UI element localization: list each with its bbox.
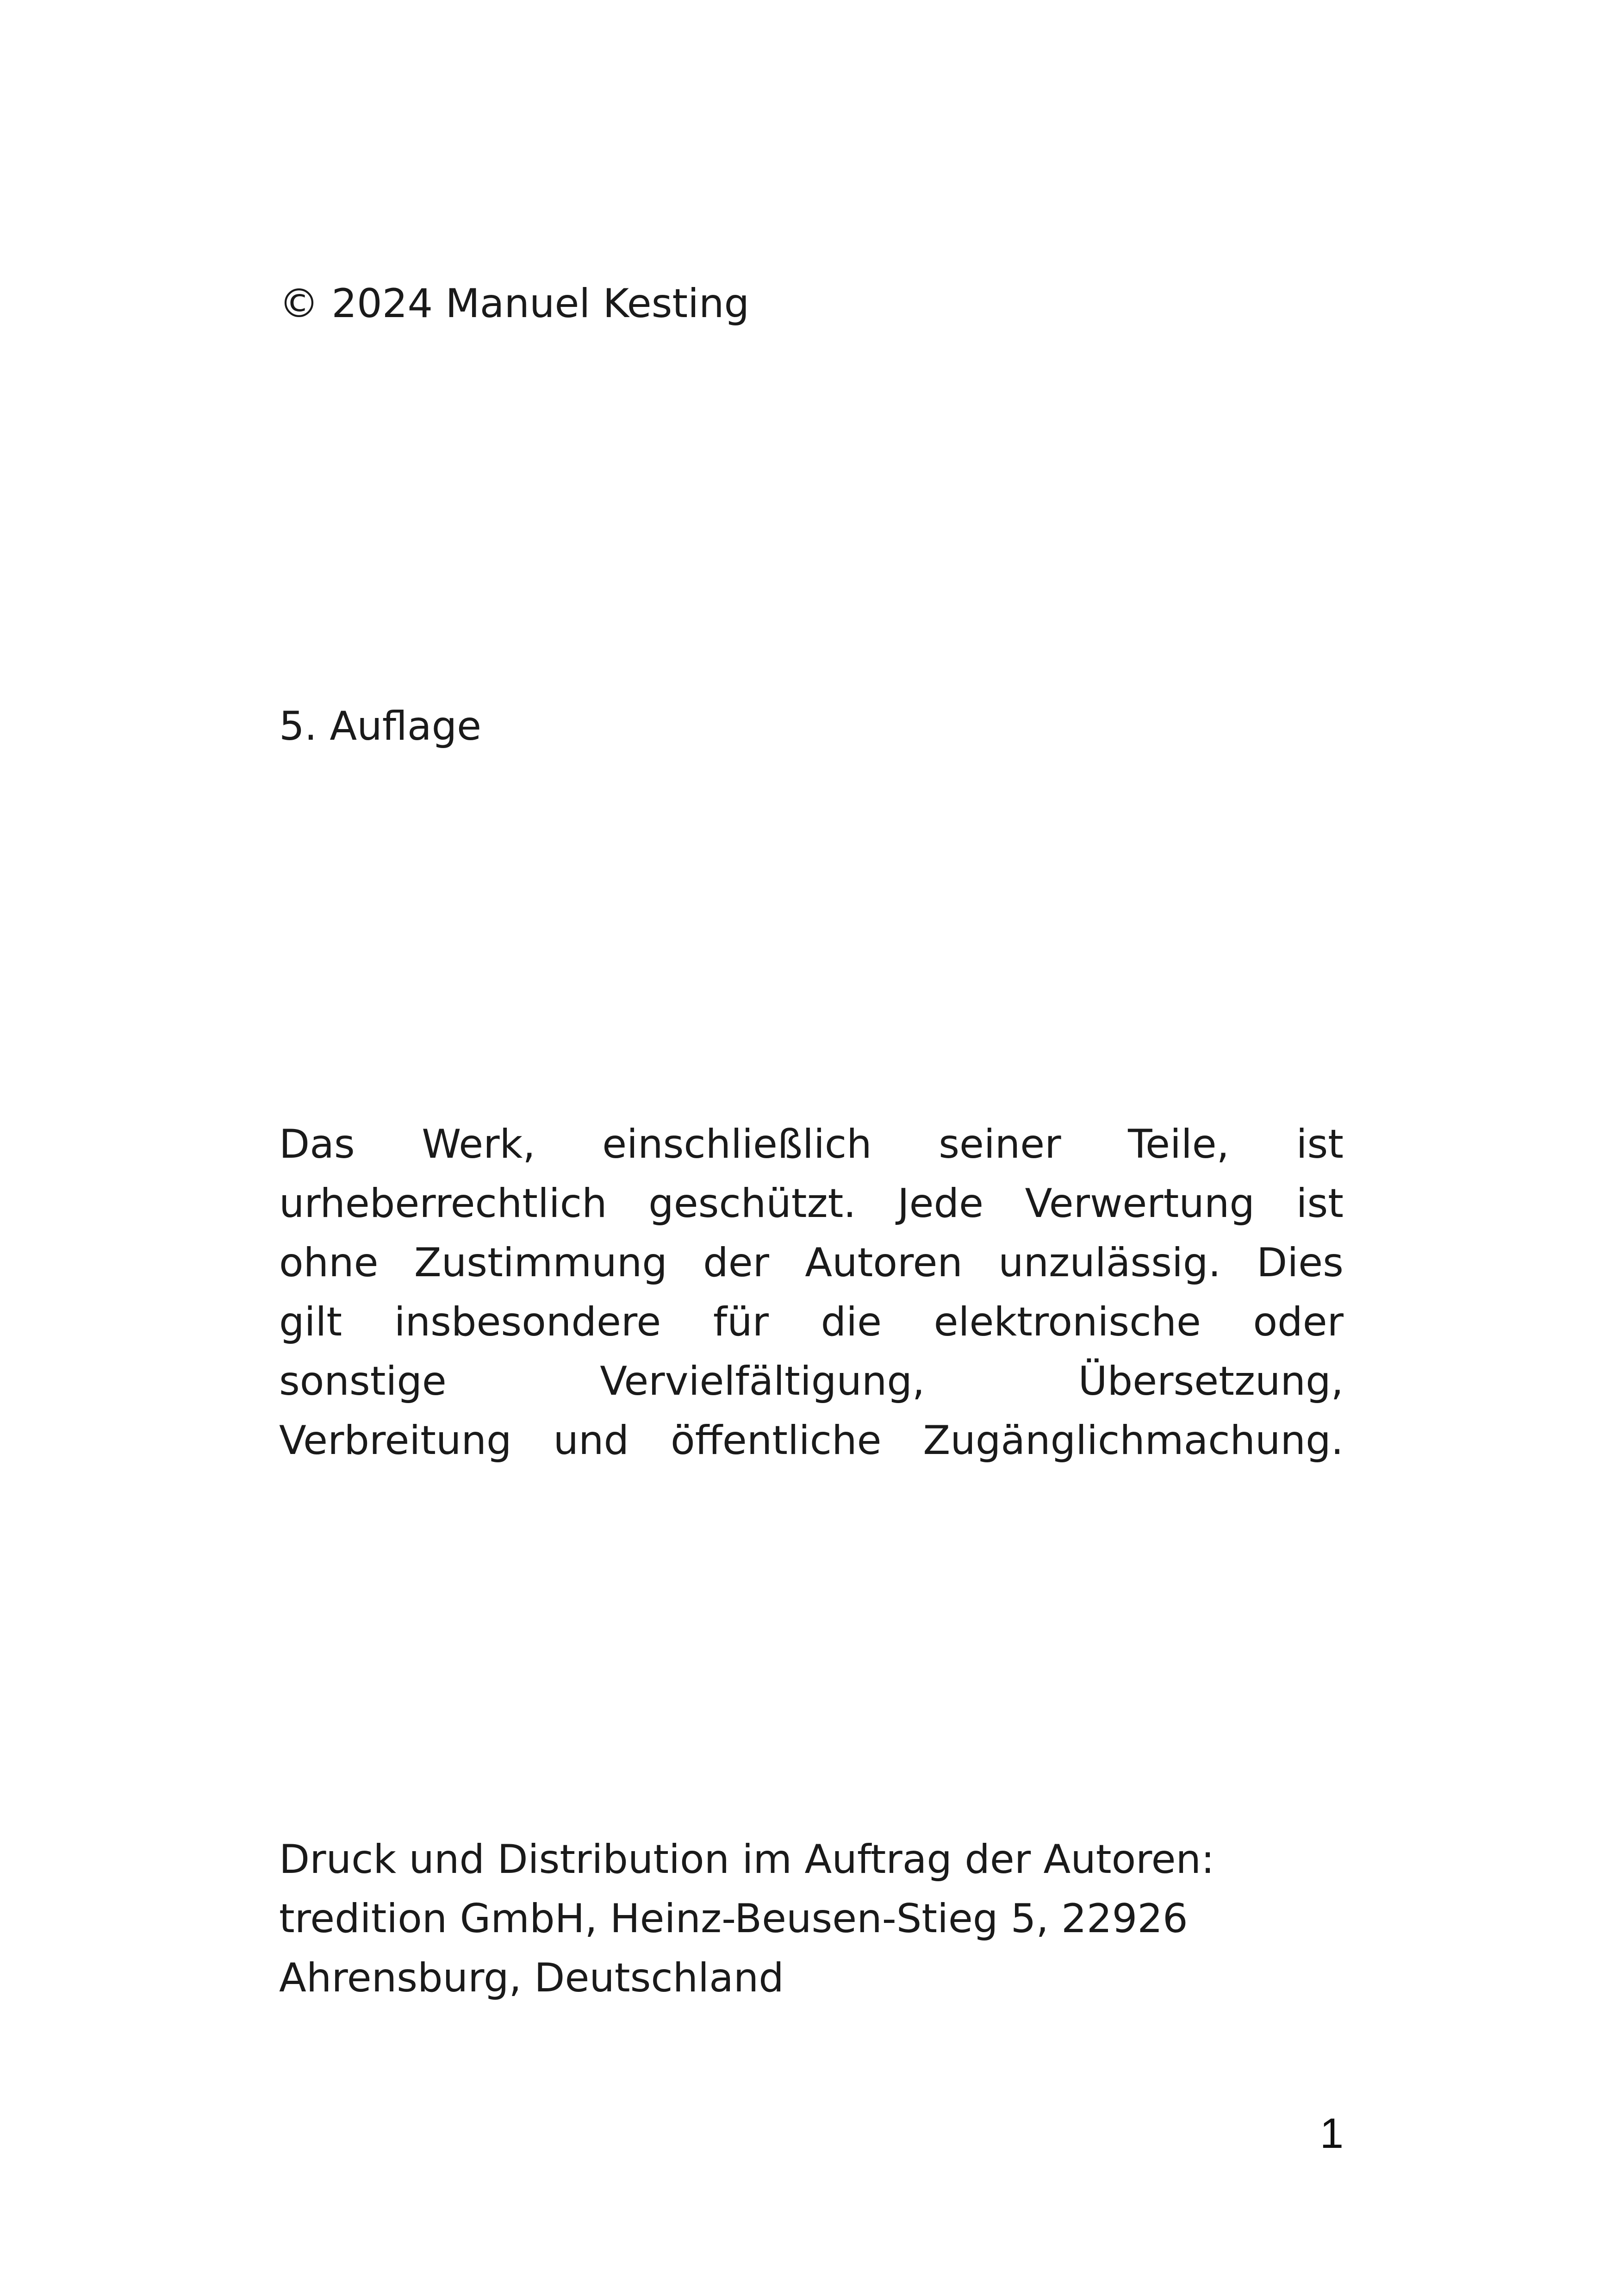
imprint xyxy=(279,1830,1344,2008)
notice-line: urheberrechtlich geschützt. Jede Verwertung ist xyxy=(279,1180,1344,1227)
imprint-line: Ahrensburg, Deutschland xyxy=(279,1955,784,2001)
notice-line: Das Werk, einschließlich seiner Teile, ist xyxy=(279,1121,1344,1167)
notice-line: Verbreitung und öffentliche Zugänglichmachung. xyxy=(279,1417,1344,1464)
copyright-notice xyxy=(279,1115,1344,1470)
imprint-line: tredition GmbH, Heinz-Beusen-Stieg 5, 22926 xyxy=(279,1896,1188,1942)
notice-line: ohne Zustimmung der Autoren unzulässig. Dies xyxy=(279,1240,1344,1286)
edition-line: 5. Auflage xyxy=(279,703,482,749)
notice-line: sonstige Vervielfältigung, Übersetzung, xyxy=(279,1358,1344,1404)
copyright-line: © 2024 Manuel Kesting xyxy=(279,281,750,327)
page-number: 1 xyxy=(1319,2110,1344,2157)
imprint-line: Druck und Distribution im Auftrag der Autoren: xyxy=(279,1836,1215,1883)
notice-line: gilt insbesondere für die elektronische oder xyxy=(279,1299,1344,1345)
